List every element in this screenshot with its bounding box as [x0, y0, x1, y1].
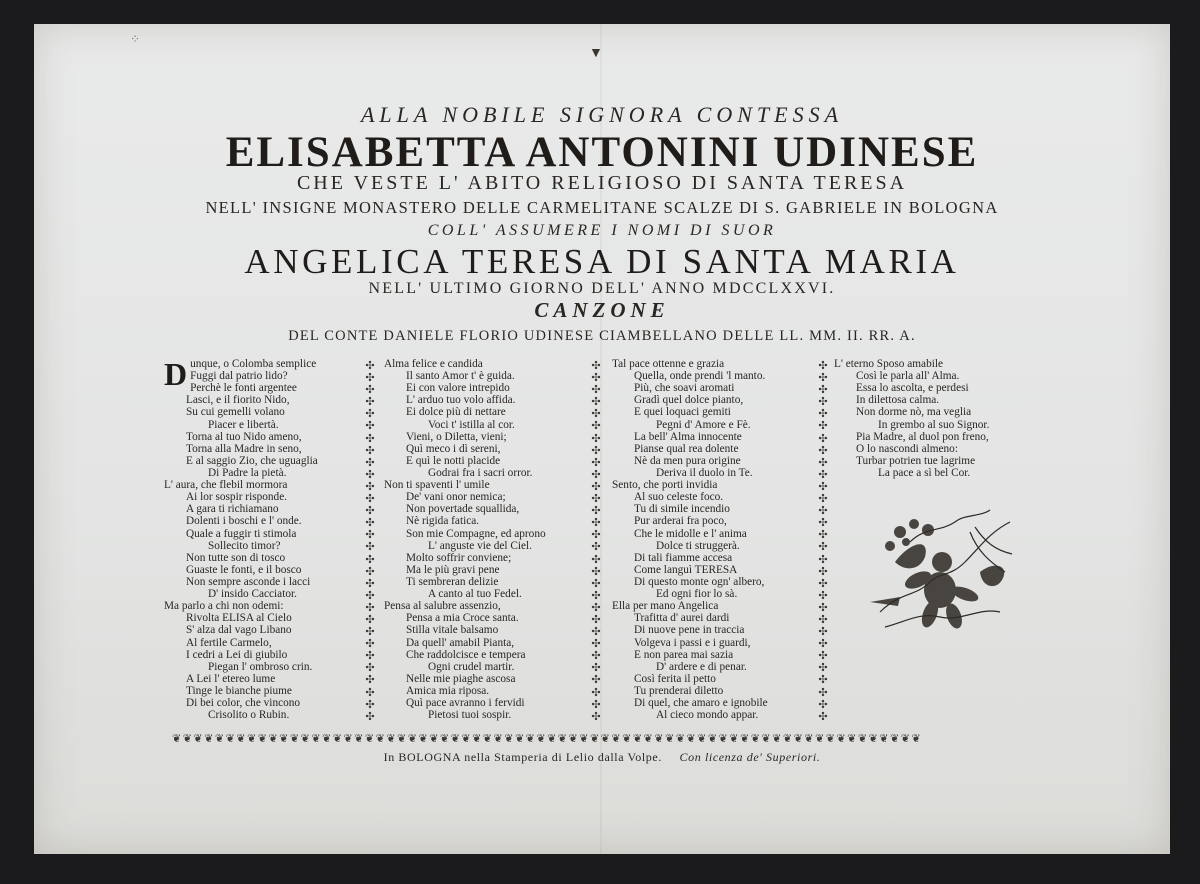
poem-line: Pegni d' Amore e Fè. — [656, 418, 751, 431]
date-line: NELL' ULTIMO GIORNO DELL' ANNO MDCCLXXVI. — [368, 280, 836, 297]
poem-line: Che raddolcisce e tempera — [406, 648, 526, 661]
poem-line: Amica mia riposa. — [406, 684, 490, 697]
poem-line: Sento, che porti invidia — [612, 479, 718, 492]
poem-line: A Lei l' etereo lume — [186, 672, 276, 685]
ornamental-border: ❦❦❦❦❦❦❦❦❦❦❦❦❦❦❦❦❦❦❦❦❦❦❦❦❦❦❦❦❦❦❦❦❦❦❦❦❦❦❦❦❦❦❦❦❦❦❦❦❦❦❦❦❦❦❦❦❦❦❦❦❦❦❦❦❦❦❦❦❦❦ — [172, 733, 923, 745]
poem-column-1 — [164, 358, 318, 721]
poem-line: Ai lor sospir risponde. — [186, 491, 288, 504]
poem-line: Trafitta d' aurei dardi — [634, 612, 730, 625]
poem-line: Il santo Amor t' è guida. — [406, 370, 515, 383]
ornament-divider-3: ✣ ✣ ✣ ✣ ✣ ✣ ✣ ✣ ✣ ✣ ✣ ✣ ✣ ✣ ✣ ✣ ✣ ✣ ✣ ✣ ✣ ✣ ✣ ✣ ✣ ✣ ✣ ✣ ✣ ✣ — [818, 360, 828, 720]
poem-line: Di tali fiamme accesa — [634, 551, 733, 564]
poem-line: Di nuove pene in traccia — [634, 624, 745, 637]
poem-line: Ei con valore intrepido — [406, 382, 510, 395]
poem-line: Tu di simile incendio — [634, 503, 730, 516]
poem-line: Quì pace avranno i fervidi — [406, 697, 525, 710]
broadside-sheet — [34, 24, 1170, 854]
poem-line: Vieni, o Diletta, vieni; — [406, 430, 507, 443]
poem-line: Sollecito timor? — [208, 539, 281, 552]
poem-line: Su cui gemelli volano — [186, 406, 285, 419]
poem-line: Che le midolle e l' anima — [634, 527, 747, 540]
poem-line: Volgeva i passi e i guardi, — [634, 636, 751, 649]
poem-line: Crisolito o Rubin. — [208, 709, 290, 722]
poem-line: La pace a sì bel Cor. — [878, 466, 971, 479]
poem-line: E non parea mai sazia — [634, 648, 734, 661]
poem-line: D' insido Cacciator. — [208, 588, 297, 601]
poem-line: Al fertile Carmelo, — [186, 636, 272, 649]
poem-line: Non ti spaventi l' umile — [384, 479, 490, 492]
poem-line: Tu prenderai diletto — [634, 684, 724, 697]
poem-line: S' alza dal vago Libano — [186, 624, 292, 637]
poem-line: Piegan l' ombroso crin. — [208, 660, 313, 673]
poem-line: Dolenti i boschi e l' onde. — [186, 515, 302, 528]
poem-line: Guaste le fonti, e il bosco — [186, 563, 302, 576]
poem-line: Ma le più gravi pene — [406, 563, 500, 576]
ornament-divider-1: ✣ ✣ ✣ ✣ ✣ ✣ ✣ ✣ ✣ ✣ ✣ ✣ ✣ ✣ ✣ ✣ ✣ ✣ ✣ ✣ ✣ ✣ ✣ ✣ ✣ ✣ ✣ ✣ ✣ ✣ — [365, 360, 375, 720]
poem-line: I cedri a Lei di giubilo — [186, 648, 288, 661]
poem-line: Da quell' amabil Pianta, — [406, 636, 515, 649]
poem-line: Nelle mie piaghe ascosa — [406, 672, 516, 685]
poem-line: Come languì TERESA — [634, 563, 738, 576]
poem-line: Fuggi dal patrio lido? — [190, 370, 288, 383]
dedication-line: ALLA NOBILE SIGNORA CONTESSA — [360, 102, 844, 127]
poem-line: De' vani onor nemica; — [406, 491, 506, 504]
poem-line: Turbar potrien tue lagrime — [856, 454, 976, 467]
poem-line: L' eterno Sposo amabile — [834, 358, 944, 370]
poem-line: Di quel, che amaro e ignobile — [634, 697, 768, 710]
poem-line: Al suo celeste foco. — [634, 491, 724, 504]
poem-line: Godrai fra i sacri orror. — [428, 466, 533, 479]
poem-line: Torna al tuo Nido ameno, — [186, 430, 302, 443]
poem-line: Dolce ti struggerà. — [656, 539, 740, 552]
poem-line: O lo nascondi almeno: — [856, 442, 958, 455]
top-mark-icon: ▼ — [589, 46, 603, 61]
dedicatee-name: ELISABETTA ANTONINI UDINESE — [225, 129, 979, 176]
imprint-footer — [34, 750, 1170, 765]
poem-line: Quì meco i dì sereni, — [406, 442, 501, 455]
poem-line: Molto soffrir conviene; — [406, 551, 512, 564]
poem-line: unque, o Colomba semplice — [190, 358, 317, 370]
poem-line: Piacer e libertà. — [208, 418, 279, 431]
poem-line: Al cieco mondo appar. — [656, 709, 759, 722]
poem-line: Non tutte son di tosco — [186, 551, 286, 564]
poem-line: L' anguste vie del Ciel. — [428, 539, 532, 552]
monastery-line: NELL' INSIGNE MONASTERO DELLE CARMELITANE SCALZE DI S. GABRIELE IN BOLOGNA — [205, 198, 999, 217]
poem-line: Pensa a mia Croce santa. — [406, 612, 519, 625]
cherub-engraving-icon — [870, 502, 1020, 652]
poem-line: Perchè le fonti argentee — [190, 382, 297, 395]
poem-line: E quei loquaci gemiti — [634, 406, 731, 419]
poem-line: Così le parla all' Alma. — [856, 370, 960, 383]
poem-line: Ma parlo a chi non odemi: — [164, 600, 284, 613]
poem-line: Di Padre la pietà. — [208, 466, 287, 479]
poem-line: Gradì quel dolce pianto, — [634, 394, 744, 407]
poem-line: Più, che soavi aromati — [634, 382, 735, 395]
poem-line: Deriva il duolo in Te. — [656, 466, 753, 479]
poem-line: Di bei color, che vincono — [186, 697, 301, 710]
poem-line: L' aura, che flebil mormora — [164, 479, 288, 492]
poem-line: Pia Madre, al duol pon freno, — [856, 430, 989, 443]
poem-line: Voci t' istilla al cor. — [428, 418, 515, 431]
poem-line: E al saggio Zio, che uguaglia — [186, 454, 318, 467]
drop-cap: D — [164, 356, 188, 392]
poem-line: Quale a fuggir ti stimola — [186, 527, 297, 540]
poem-line: Così ferita il petto — [634, 672, 716, 685]
poem-column-4 — [834, 358, 989, 479]
poem-line: Pensa al salubre assenzio, — [384, 600, 501, 613]
occasion-line: CHE VESTE L' ABITO RELIGIOSO DI SANTA TERESA — [296, 172, 908, 194]
ornament-divider-2: ✣ ✣ ✣ ✣ ✣ ✣ ✣ ✣ ✣ ✣ ✣ ✣ ✣ ✣ ✣ ✣ ✣ ✣ ✣ ✣ ✣ ✣ ✣ ✣ ✣ ✣ ✣ ✣ ✣ ✣ — [591, 360, 601, 720]
poem-line: Ogni crudel martir. — [428, 660, 515, 673]
poem-line: E quì le notti placide — [406, 454, 501, 467]
poem-line: Stilla vitale balsamo — [406, 624, 499, 637]
poem-line: Pietosi tuoi sospir. — [428, 709, 512, 722]
poem-line: Pur arderai fra poco, — [634, 515, 727, 528]
poem-line: Nè rigida fatica. — [406, 515, 480, 528]
poem-line: Non povertade squallida, — [406, 503, 520, 516]
poem-line: Ei dolce più di nettare — [406, 406, 506, 419]
poem-line: Non sempre asconde i lacci — [186, 575, 311, 588]
poem-line: In grembo al suo Signor. — [878, 418, 990, 431]
poem-line: Ella per mano Angelica — [612, 600, 719, 613]
poem-title: CANZONE — [534, 298, 670, 322]
poem-line: Torna alla Madre in seno, — [186, 442, 302, 455]
poem-line: Non dorme nò, ma veglia — [856, 406, 972, 419]
religious-name: ANGELICA TERESA DI SANTA MARIA — [244, 242, 960, 281]
poem-line: A gara ti richiamano — [186, 503, 279, 516]
poem-line: Pianse qual rea dolente — [634, 442, 739, 455]
imprint-text: In BOLOGNA nella Stamperia di Lelio dalla Volpe. — [383, 750, 662, 764]
poem-line: Rivolta ELISA al Cielo — [186, 612, 292, 625]
poem-line: Son mie Compagne, ed aprono — [406, 527, 546, 540]
poem-line: D' ardere e di penar. — [656, 660, 747, 673]
poem-line: La bell' Alma innocente — [634, 430, 742, 443]
poem-line: L' arduo tuo volo affida. — [406, 394, 516, 407]
poem-line: Essa lo ascolta, e perdesi — [856, 382, 969, 395]
poem-line: Tal pace ottenne e grazia — [612, 358, 725, 370]
poem-line: Di questo monte ogn' albero, — [634, 575, 765, 588]
poem-line: Quella, onde prendi 'l manto. — [634, 370, 766, 383]
poem-line: Tinge le bianche piume — [186, 684, 292, 697]
poem-line: A canto al tuo Fedel. — [428, 588, 522, 601]
corner-mark-icon: ⁘ — [130, 32, 141, 46]
author-line: DEL CONTE DANIELE FLORIO UDINESE CIAMBELLANO DELLE LL. MM. II. RR. A. — [288, 328, 916, 344]
names-intro-line: COLL' ASSUMERE I NOMI DI SUOR — [427, 222, 777, 239]
poem-line: Nè da men pura origine — [634, 454, 741, 467]
poem-line: Ed ogni fior lo sà. — [656, 588, 738, 601]
poem-line: In dilettosa calma. — [856, 394, 940, 407]
poem-column-2 — [384, 358, 546, 721]
poem-line: Alma felice e candida — [384, 358, 483, 370]
poem-line: Ti sembreran delizie — [406, 575, 499, 588]
poem-column-3 — [612, 358, 768, 721]
license-text: Con licenza de' Superiori. — [679, 750, 821, 764]
poem-line: Lasci, e il fiorito Nido, — [186, 394, 290, 407]
